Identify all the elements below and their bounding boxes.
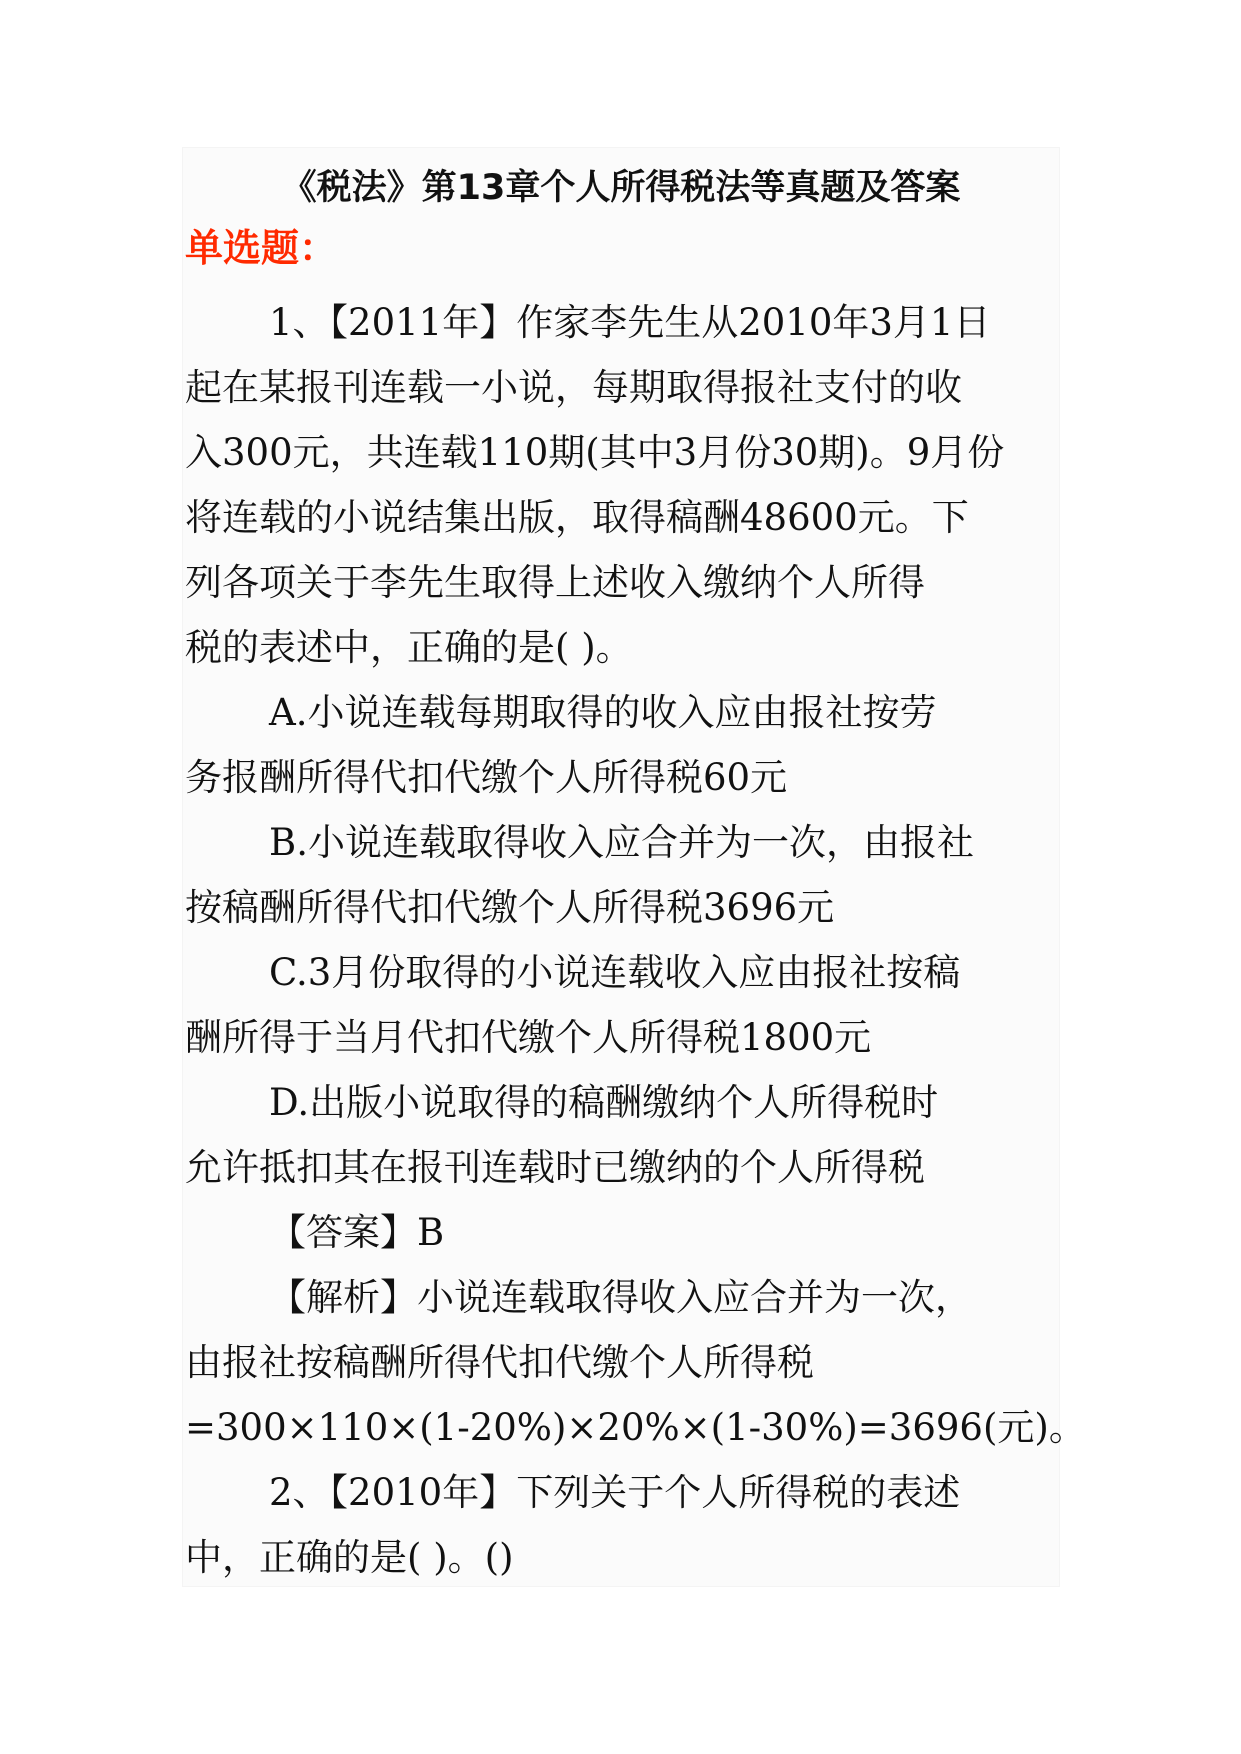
text-line: 1、【2011年】作家李先生从2010年3月1日 bbox=[269, 301, 991, 344]
document-content bbox=[183, 148, 1086, 1586]
question-2-line: 2、【2010年】下列关于个人所得税的表述 bbox=[269, 1471, 961, 1514]
answer-line: 【答案】B bbox=[269, 1211, 445, 1254]
text-line: 按稿酬所得代扣代缴个人所得税3696元 bbox=[185, 886, 835, 929]
text-line: 税的表述中，正确的是( )。 bbox=[185, 626, 633, 669]
option-d-line: D.出版小说取得的稿酬缴纳个人所得税时 bbox=[269, 1081, 939, 1124]
text-line: 由报社按稿酬所得代扣代缴个人所得税 bbox=[185, 1341, 814, 1384]
text-line: 起在某报刊连载一小说，每期取得报社支付的收 bbox=[185, 366, 962, 409]
text-line: 酬所得于当月代扣代缴个人所得税1800元 bbox=[185, 1016, 872, 1059]
text-line: 中，正确的是( )。() bbox=[185, 1536, 514, 1579]
text-line: 将连载的小说结集出版，取得稿酬48600元。下 bbox=[185, 496, 969, 539]
formula-line: =300×110×(1-20%)×20%×(1-30%)=3696(元)。 bbox=[185, 1406, 1086, 1449]
option-a-line: A.小说连载每期取得的收入应由报社按劳 bbox=[269, 691, 937, 734]
text-line: 允许抵扣其在报刊连载时已缴纳的个人所得税 bbox=[185, 1146, 925, 1189]
section-label: 单选题： bbox=[185, 226, 338, 270]
document-title: 《税法》第13章个人所得税法等真题及答案 bbox=[281, 168, 961, 208]
text-line: 入300元，共连载110期(其中3月份30期)。9月份 bbox=[185, 431, 1005, 474]
question-body bbox=[185, 290, 1086, 1590]
text-line: 列各项关于李先生取得上述收入缴纳个人所得 bbox=[185, 561, 925, 604]
option-b-line: B.小说连载取得收入应合并为一次，由报社 bbox=[269, 821, 974, 864]
text-line: 务报酬所得代扣代缴个人所得税60元 bbox=[185, 756, 788, 799]
explanation-line: 【解析】小说连载取得收入应合并为一次， bbox=[269, 1276, 972, 1319]
option-c-line: C.3月份取得的小说连载收入应由报社按稿 bbox=[269, 951, 961, 994]
